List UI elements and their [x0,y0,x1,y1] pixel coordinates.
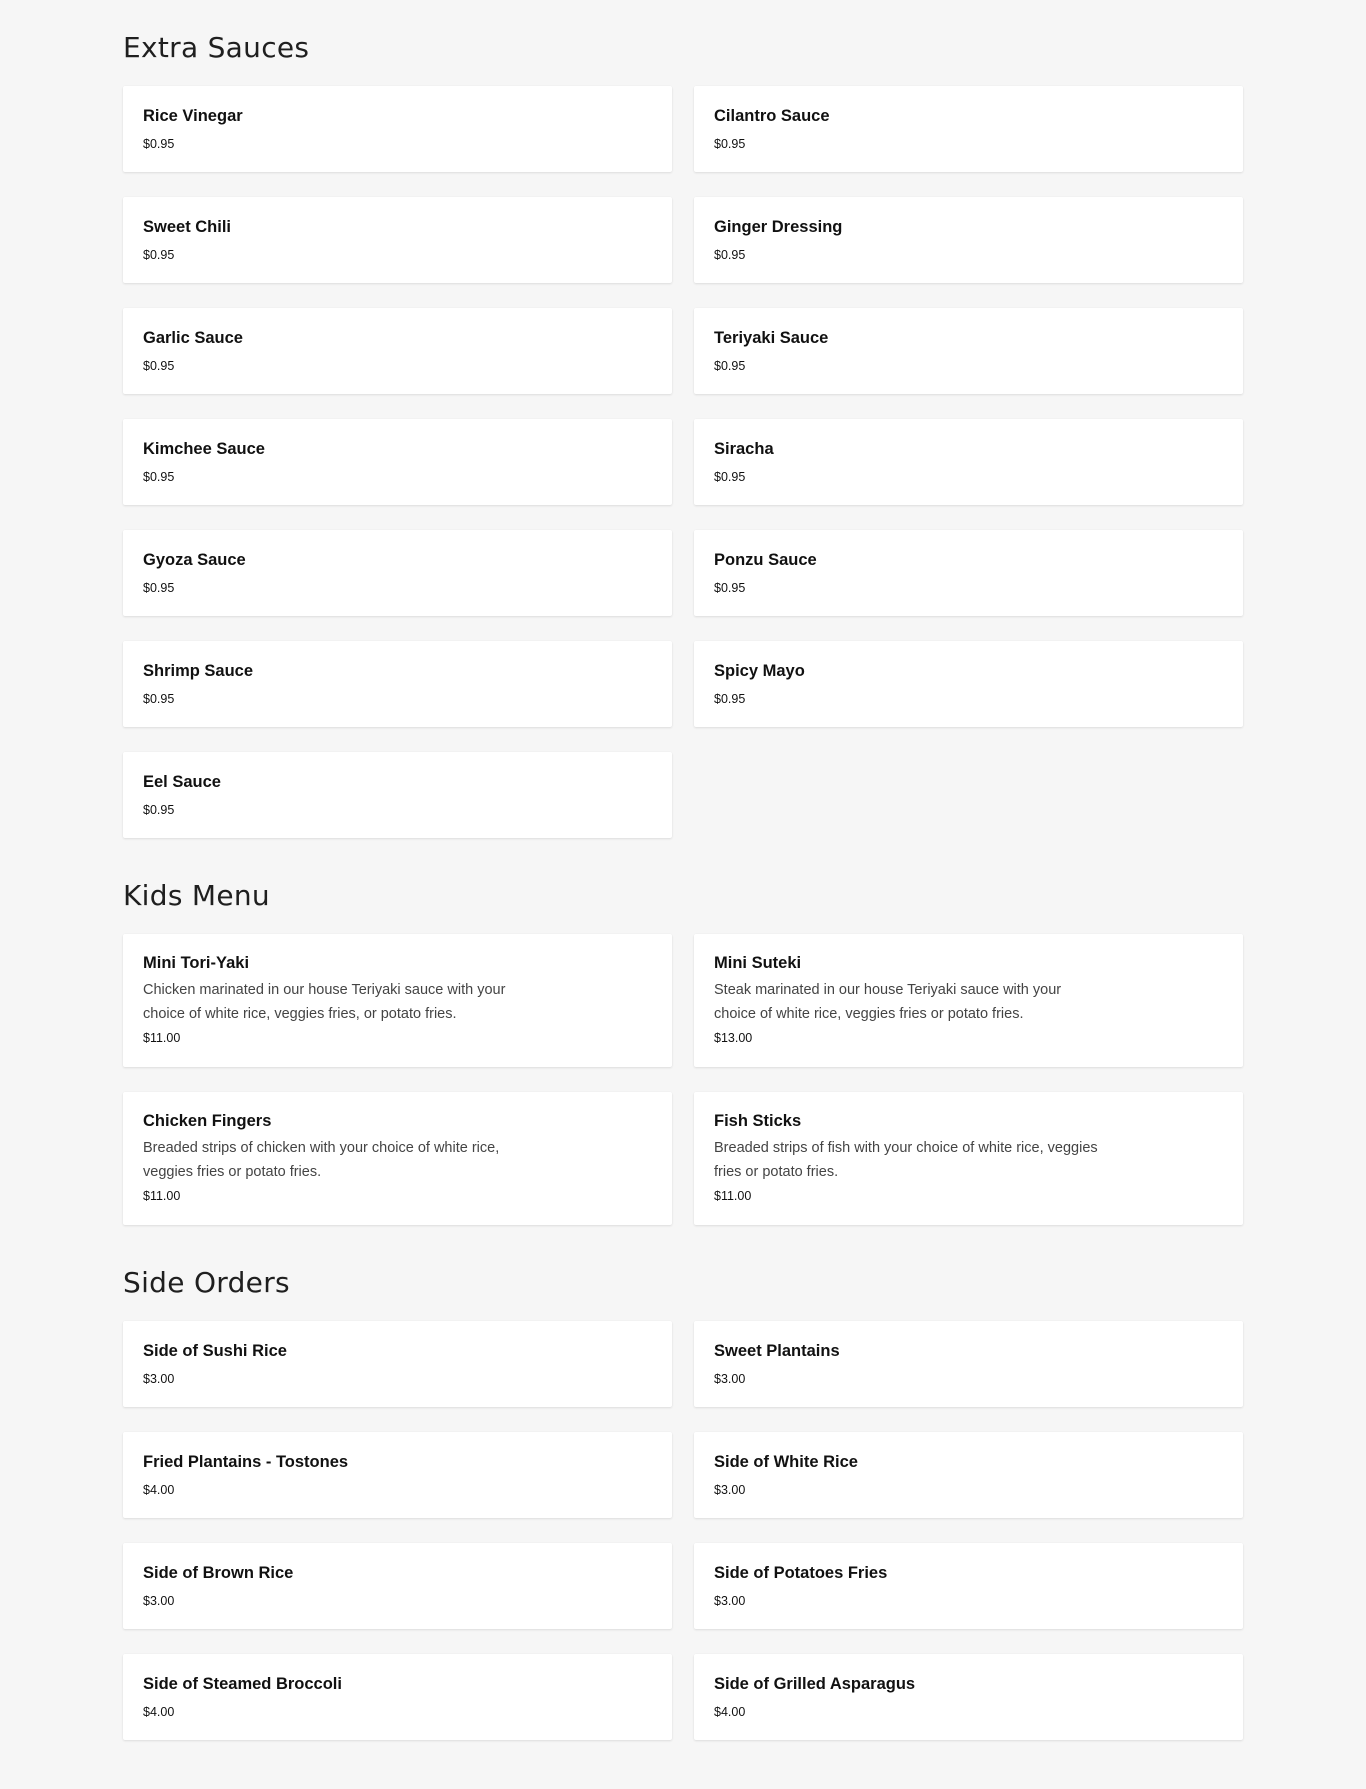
menu-item-name: Fried Plantains - Tostones [143,1453,349,1471]
menu-item-card[interactable] [694,641,1243,727]
menu-item-card[interactable] [123,197,672,283]
menu-item-grid [123,1321,1243,1740]
menu-item-price: $4.00 [143,1483,175,1497]
menu-section [123,28,1243,838]
menu-item-price: $3.00 [714,1372,746,1386]
menu-item-card[interactable] [694,1432,1243,1518]
menu-item-card[interactable] [123,308,672,394]
menu-item-price: $0.95 [714,137,746,151]
menu-item-card[interactable] [694,419,1243,505]
menu-item-card[interactable] [123,1321,672,1407]
menu-item-name: Eel Sauce [143,773,221,791]
menu-item-name: Side of Steamed Broccoli [143,1675,342,1693]
menu-item-description: Steak marinated in our house Teriyaki sauce with your choice of white rice, veggies fries or potato fries. [714,982,1062,1022]
menu-item-card[interactable] [123,752,672,838]
menu-item-price: $11.00 [143,1189,181,1203]
menu-item-name: Rice Vinegar [143,107,243,125]
menu-item-card[interactable] [123,530,672,616]
section-title: Kids Menu [123,879,270,912]
menu-page [123,0,1243,1740]
menu-item-card[interactable] [694,308,1243,394]
menu-item-name: Side of Brown Rice [143,1564,294,1582]
menu-item-price: $4.00 [143,1705,175,1719]
menu-item-card[interactable] [694,1654,1243,1740]
menu-item-price: $0.95 [143,803,175,817]
menu-item-grid [123,86,1243,838]
menu-item-name: Mini Tori-Yaki [143,954,250,972]
menu-item-name: Side of Potatoes Fries [714,1564,888,1582]
menu-item-price: $4.00 [714,1705,746,1719]
menu-item-card[interactable] [123,1654,672,1740]
menu-item-price: $3.00 [143,1372,175,1386]
menu-item-name: Fish Sticks [714,1112,802,1130]
menu-item-price: $3.00 [714,1594,746,1608]
menu-item-name: Siracha [714,440,774,458]
menu-item-description: Breaded strips of fish with your choice of white rice, veggies fries or potato fries. [714,1140,1098,1180]
menu-item-name: Shrimp Sauce [143,662,254,680]
menu-item-card[interactable] [123,419,672,505]
menu-item-description: Breaded strips of chicken with your choice of white rice, veggies fries or potato fries. [143,1140,500,1180]
menu-item-name: Sweet Plantains [714,1342,840,1360]
menu-item-price: $0.95 [143,581,175,595]
menu-item-name: Cilantro Sauce [714,107,830,125]
menu-item-price: $13.00 [714,1031,753,1045]
menu-item-card[interactable] [123,86,672,172]
menu-item-card[interactable] [123,641,672,727]
menu-item-price: $0.95 [714,470,746,484]
menu-item-price: $0.95 [714,581,746,595]
menu-item-price: $0.95 [143,470,175,484]
menu-item-card[interactable] [123,1543,672,1629]
menu-section [123,1263,1243,1740]
menu-item-name: Mini Suteki [714,954,802,972]
menu-item-price: $3.00 [714,1483,746,1497]
menu-item-name: Ginger Dressing [714,218,843,236]
menu-item-name: Teriyaki Sauce [714,329,829,347]
menu-item-price: $3.00 [143,1594,175,1608]
menu-item-card[interactable] [694,530,1243,616]
menu-item-name: Side of White Rice [714,1453,858,1471]
menu-item-name: Side of Sushi Rice [143,1342,287,1360]
menu-item-price: $11.00 [143,1031,181,1045]
menu-item-name: Spicy Mayo [714,662,805,680]
section-title: Side Orders [123,1266,290,1299]
menu-item-card[interactable] [123,1092,672,1225]
menu-item-price: $11.00 [714,1189,752,1203]
menu-item-name: Sweet Chili [143,218,232,236]
menu-item-description: Chicken marinated in our house Teriyaki sauce with your choice of white rice, veggies fries, or potato fries. [143,982,506,1022]
menu-item-card[interactable] [694,1092,1243,1225]
menu-item-card[interactable] [694,197,1243,283]
menu-item-price: $0.95 [714,248,746,262]
menu-item-price: $0.95 [143,359,175,373]
menu-item-name: Chicken Fingers [143,1112,272,1130]
menu-item-card[interactable] [123,1432,672,1518]
menu-item-price: $0.95 [143,692,175,706]
menu-item-name: Side of Grilled Asparagus [714,1675,916,1693]
section-title: Extra Sauces [123,31,310,64]
menu-item-grid [123,934,1243,1225]
menu-item-name: Ponzu Sauce [714,551,817,569]
menu-item-name: Gyoza Sauce [143,551,246,569]
menu-section [123,876,1243,1225]
menu-item-card[interactable] [694,934,1243,1067]
menu-item-card[interactable] [123,934,672,1067]
menu-item-price: $0.95 [714,692,746,706]
menu-item-price: $0.95 [143,137,175,151]
menu-item-card[interactable] [694,86,1243,172]
menu-item-name: Kimchee Sauce [143,440,265,458]
menu-item-price: $0.95 [714,359,746,373]
menu-item-card[interactable] [694,1543,1243,1629]
menu-item-name: Garlic Sauce [143,329,243,347]
menu-item-card[interactable] [694,1321,1243,1407]
menu-item-price: $0.95 [143,248,175,262]
